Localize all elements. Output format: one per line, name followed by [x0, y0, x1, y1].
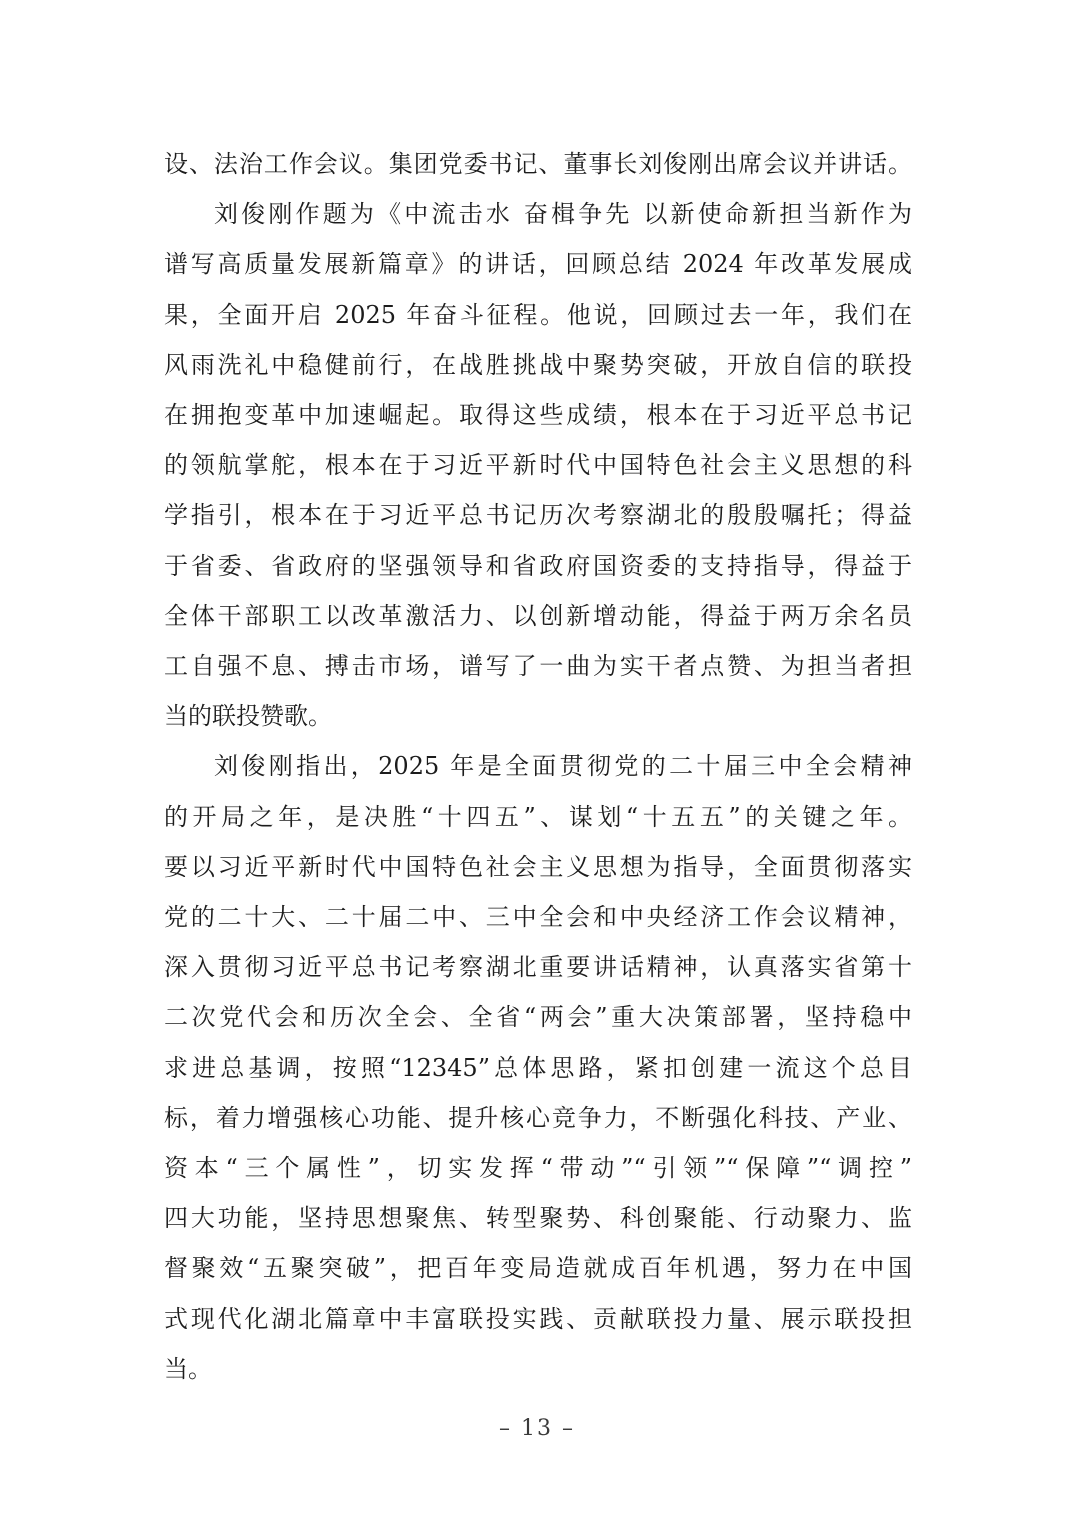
text-line: 刘俊刚指出，2025 年是全面贯彻党的二十届三中全会精神 [214, 752, 912, 781]
text-line: 风雨洗礼中稳健前行，在战胜挑战中聚势突破，开放自信的联投 [164, 350, 912, 379]
text-line: 二次党代会和历次全会、全省“两会”重大决策部署，坚持稳中 [164, 1003, 912, 1032]
text-line: 当的联投赞歌。 [164, 702, 332, 731]
text-line: 于省委、省政府的坚强领导和省政府国资委的支持指导，得益于 [164, 551, 912, 580]
text-line: 督聚效“五聚突破”，把百年变局造就成百年机遇，努力在中国 [164, 1254, 912, 1283]
text-line: 的开局之年，是决胜“十四五”、谋划“十五五”的关键之年。 [164, 802, 912, 831]
text-line: 标，着力增强核心功能、提升核心竞争力，不断强化科技、产业、 [164, 1103, 912, 1132]
text-line: 的领航掌舵，根本在于习近平新时代中国特色社会主义思想的科 [164, 451, 912, 480]
text-line: 当。 [164, 1354, 212, 1383]
text-line: 刘俊刚作题为《中流击水 奋楫争先 以新使命新担当新作为 [214, 200, 912, 229]
text-line: 果，全面开启 2025 年奋斗征程。他说，回顾过去一年，我们在 [164, 300, 912, 329]
text-line: 深入贯彻习近平总书记考察湖北重要讲话精神，认真落实省第十 [164, 953, 912, 982]
text-line: 党的二十大、二十届二中、三中全会和中央经济工作会议精神， [164, 903, 912, 932]
page-number: – 13 – [499, 1416, 575, 1441]
text-line: 设、法治工作会议。集团党委书记、董事长刘俊刚出席会议并讲话。 [164, 150, 912, 178]
text-line: 学指引，根本在于习近平总书记历次考察湖北的殷殷嘱托；得益 [164, 501, 912, 530]
text-line: 在拥抱变革中加速崛起。取得这些成绩，根本在于习近平总书记 [164, 401, 912, 430]
text-line: 谱写高质量发展新篇章》的讲话，回顾总结 2024 年改革发展成 [164, 250, 912, 279]
document-body [164, 139, 912, 1394]
text-line: 要以习近平新时代中国特色社会主义思想为指导，全面贯彻落实 [164, 852, 912, 881]
text-line: 工自强不息、搏击市场，谱写了一曲为实干者点赞、为担当者担 [164, 652, 912, 681]
text-line: 资本“三个属性”，切实发挥“带动”“引领”“保障”“调控” [164, 1154, 912, 1183]
text-line: 四大功能，坚持思想聚焦、转型聚势、科创聚能、行动聚力、监 [164, 1204, 912, 1233]
text-line: 求进总基调，按照“12345”总体思路，紧扣创建一流这个总目 [164, 1053, 912, 1082]
text-line: 全体干部职工以改革激活力、以创新增动能，得益于两万余名员 [164, 601, 912, 630]
text-line: 式现代化湖北篇章中丰富联投实践、贡献联投力量、展示联投担 [164, 1304, 912, 1333]
